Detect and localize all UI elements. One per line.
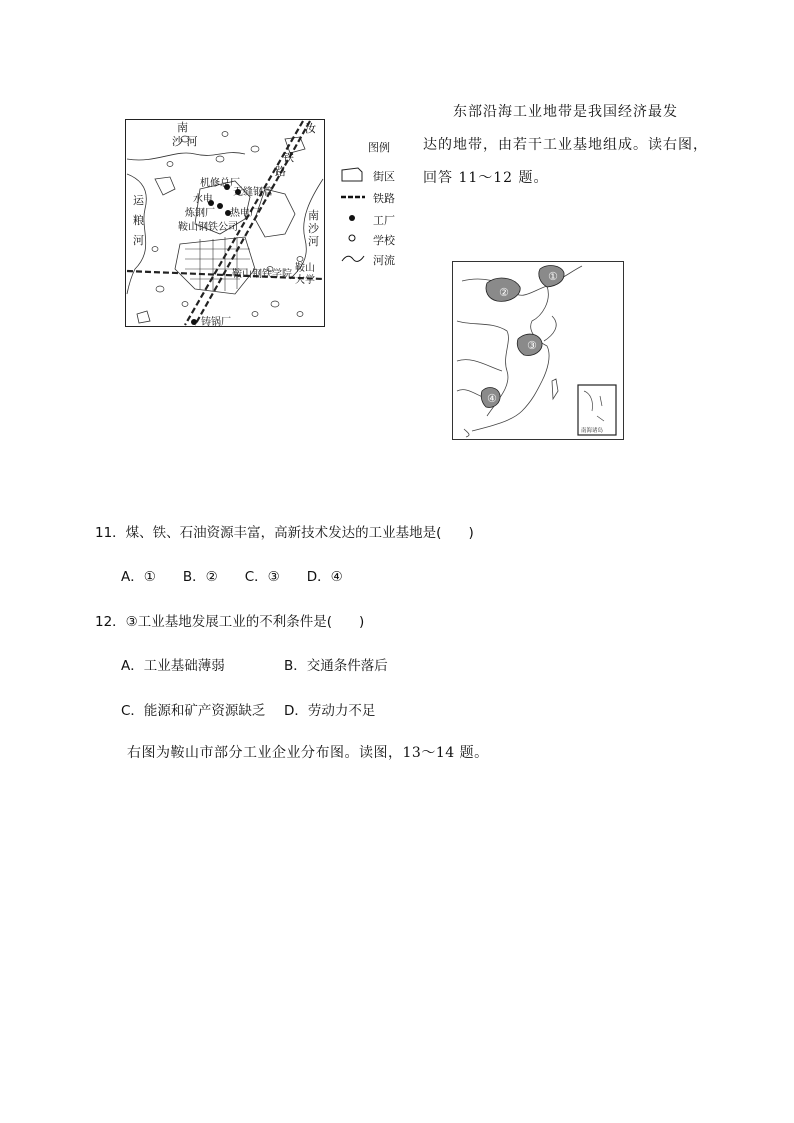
question-12-option-b: B．交通条件落后 — [284, 658, 388, 674]
base-marker-2: ② — [499, 286, 509, 299]
label-lianganchang: 炼钢厂 — [185, 208, 215, 219]
anshan-map-svg — [125, 119, 325, 327]
small-block — [271, 301, 279, 307]
school-circle-icon — [340, 230, 366, 248]
legend-row-factory — [340, 210, 420, 228]
legend-title: 图例 — [368, 141, 390, 154]
factory-dot-liangang — [217, 203, 223, 209]
question-11-stem: 11．煤、铁、石油资源丰富，高新技术发达的工业基地是( ) — [95, 525, 474, 541]
label-rail-2: 路 — [275, 165, 286, 178]
label-river-right-top: 汝 — [305, 122, 316, 135]
intro-line-1: 东部沿海工业地带是我国经济最发 — [453, 104, 678, 120]
bottom-note: 右图为鞍山市部分工业企业分布图。读图，13～14 题。 — [127, 745, 489, 761]
legend-label-railway: 铁路 — [373, 192, 395, 205]
label-anshandaxue-2: 大学 — [295, 275, 315, 286]
anshan-map — [125, 119, 325, 327]
label-nansha-right-2: 沙 — [308, 222, 319, 235]
label-yunliang-1: 运 — [133, 194, 144, 207]
river-wave-icon — [340, 250, 366, 268]
inset-label: 南海诸岛 — [581, 428, 604, 434]
label-nansha-right-3: 河 — [308, 235, 319, 248]
small-block — [167, 162, 173, 167]
intro-line-2: 达的地带，由若干工业基地组成。读右图， — [423, 137, 708, 153]
question-12-option-c: C．能源和矿产资源缺乏 — [121, 703, 266, 719]
block-icon — [340, 166, 366, 184]
label-yunliang-2: 粮 — [133, 214, 144, 227]
small-block — [297, 257, 303, 262]
label-anshangangtiexueyuan: 鞍山钢铁学院 — [232, 269, 292, 280]
small-block — [251, 146, 259, 152]
base-marker-1: ① — [548, 270, 558, 283]
map-legend — [340, 135, 420, 275]
legend-row-school — [340, 230, 420, 248]
label-nansha-right-1: 南 — [308, 209, 319, 222]
small-block — [222, 132, 228, 137]
label-anshandaxue-1: 鞍山 — [295, 263, 315, 274]
label-shuidian: 水电 — [193, 194, 213, 205]
label-redianchang: 热电厂 — [230, 208, 260, 219]
label-nansha-top-2: 沙 河 — [172, 135, 198, 148]
small-block — [156, 286, 164, 292]
label-nansha-top-1: 南 — [177, 121, 188, 134]
small-block — [297, 312, 303, 317]
small-block — [152, 247, 158, 252]
label-yunliang-3: 河 — [133, 234, 144, 247]
base-marker-3: ③ — [527, 339, 537, 352]
label-anshangangtie: 鞍山钢铁公司 — [178, 222, 238, 233]
legend-label-factory: 工厂 — [373, 214, 395, 227]
question-12-option-d: D．劳动力不足 — [284, 703, 376, 719]
intro-line-3: 回答 11～12 题。 — [423, 170, 549, 186]
question-11-options: A．① B．② C．③ D．④ — [121, 569, 343, 585]
label-zhuguochang: 铸锅厂 — [201, 317, 231, 327]
small-block — [182, 302, 188, 307]
question-12-option-a: A．工业基础薄弱 — [121, 658, 225, 674]
label-rail-1: 铁 — [283, 151, 294, 164]
legend-label-block: 街区 — [373, 170, 395, 183]
factory-dot-zhuguo — [191, 319, 197, 325]
legend-row-block — [340, 166, 420, 184]
small-block — [216, 156, 224, 162]
question-12-stem: 12．③工业基地发展工业的不利条件是( ) — [95, 614, 365, 630]
label-jixiuzongchang: 机修总厂 — [200, 178, 240, 189]
base-marker-4: ④ — [487, 392, 497, 405]
railway-icon — [340, 188, 366, 206]
intro-paragraph — [423, 96, 713, 195]
legend-row-railway — [340, 188, 420, 206]
east-china-map-svg — [452, 261, 624, 440]
east-china-map — [452, 261, 624, 440]
label-wuxiangangguan: 无缝钢管 — [233, 187, 273, 198]
small-block — [252, 312, 258, 317]
factory-dot-icon — [340, 210, 366, 228]
legend-row-river — [340, 250, 420, 268]
legend-label-school: 学校 — [373, 234, 395, 247]
legend-label-river: 河流 — [373, 254, 395, 267]
